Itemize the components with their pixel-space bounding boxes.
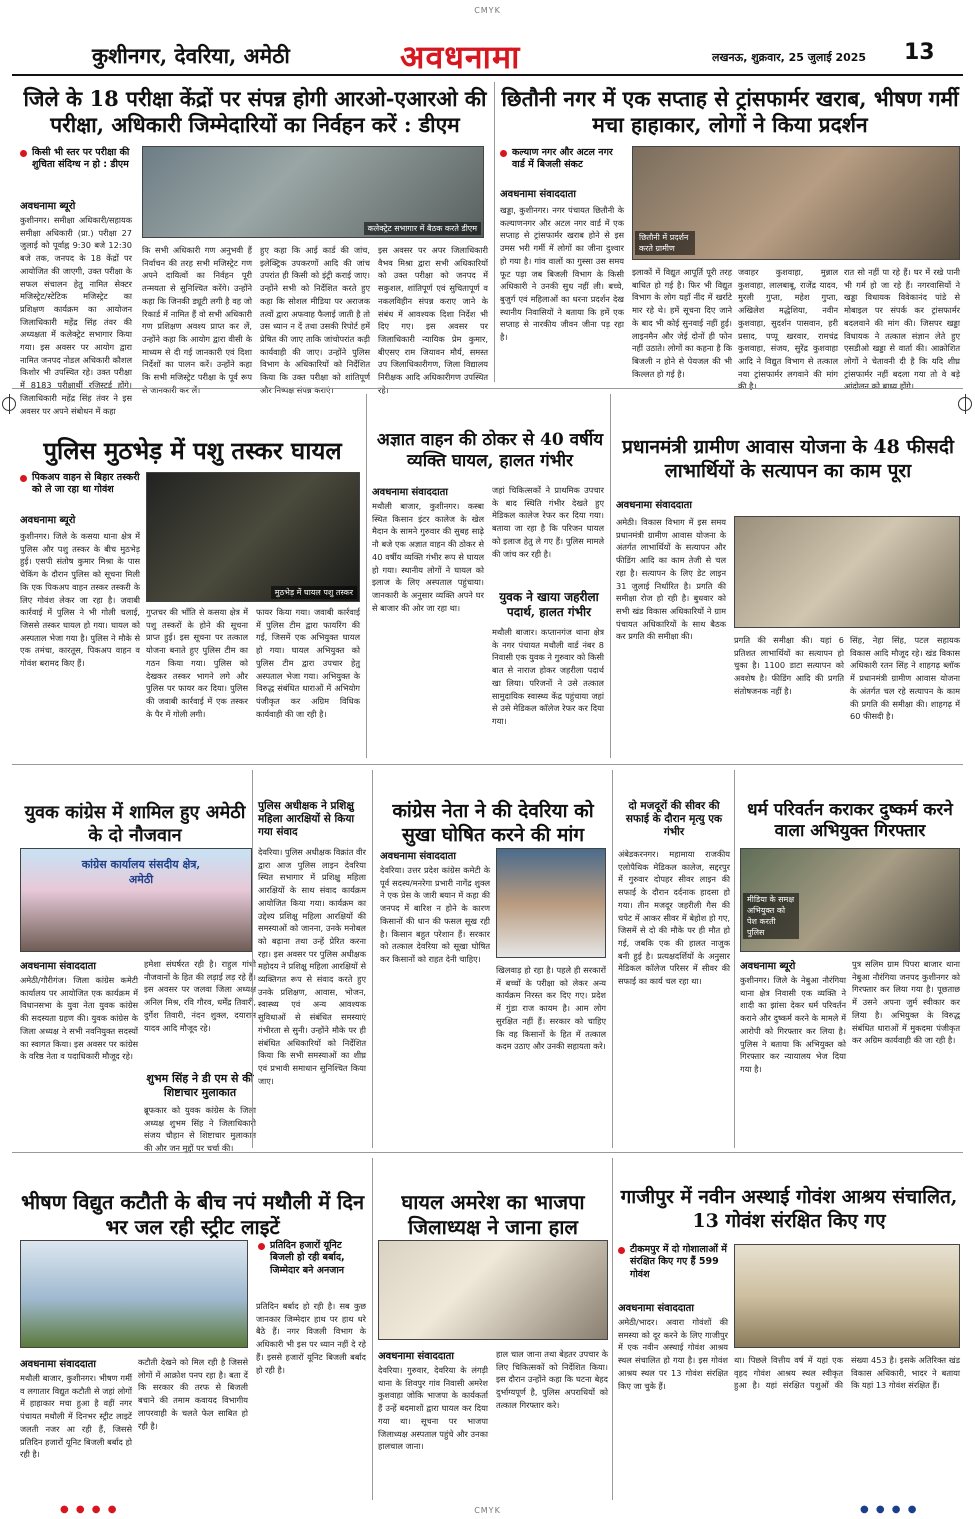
subhead-power-waste: प्रतिदिन हजारों यूनिट बिजली हो रही बर्बाद, जिम्मेदार बने अनजान bbox=[258, 1240, 368, 1277]
row-rule bbox=[12, 764, 963, 765]
column-rule bbox=[252, 770, 253, 1148]
byline: अवधनामा संवाददाता bbox=[20, 1359, 96, 1370]
review-meeting-photo bbox=[734, 516, 960, 628]
subhead-cow-count: टीकमपुर में दो गोशालाओं में संरक्षित किए गए हैं 599 गोवंश bbox=[618, 1244, 728, 1281]
byline: अवधनामा ब्यूरो bbox=[20, 515, 76, 526]
column-rule bbox=[612, 770, 613, 1148]
story-body: कि सभी अधिकारी गण अनुभवी हैं निर्वाचन की तरह सभी मजिस्ट्रेट गण अपने दायित्वों का निर्वहन पूरी तन्मयता से सुनिश्चित करेंगे। उन्होंने कहा कि जिनकी ड्यूटी लगी है वह जो रिकार्ड में नामित हैं वो सभी अधिकारी गण प्रशिक्षण अवश्य प्राप्त कर लें, उन्होंने कहा कि आयोग द्वारा वीसी के माध्यम से दी गई जानकारी एवं दिशा निर्देशों का पालन करें। उन्होंने कहा कि सभी मजिस्ट्रेट परीक्षा के पूर्व रूप से जानकारी कर लें। bbox=[142, 245, 252, 395]
story-body: कुशीनगर। जिले के नेबुआ नौरंगिया थाना क्षेत्र निवासी एक व्यक्ति ने शादी का झांसा देकर धर्म परिवर्तन कराने और दुष्कर्म करने के मामले में आरोपी को गिरफ्तार कर लिया है। पुलिस ने बताया कि अभियुक्त को गिरफ्तार कर न्यायालय भेज दिया गया है। bbox=[740, 975, 846, 1074]
protest-photo bbox=[632, 146, 960, 260]
row-rule bbox=[12, 388, 963, 389]
registration-mark bbox=[2, 397, 16, 411]
column-rule bbox=[372, 1158, 373, 1500]
headline-streetlights: भीषण विद्युत कटौती के बीच नपं मथौली में दिन भर जल रही स्ट्रीट लाइटें bbox=[20, 1190, 365, 1239]
story-body: ब्रूफकार को युवक कांग्रेस के जिला अध्यक्ष शुभम सिंह ने जिलाधिकारी संजय चौहान से शिष्टाचार मुलाकात की और जन मुद्दों पर चर्चा की। bbox=[144, 1105, 256, 1154]
story-body: हुए कहा कि आई कार्ड की जांच, इलेक्ट्रिक उपकरणों आदि की जांच उपरांत ही किसी को इंट्री कराई जाए। उन्होंने सभी को निर्देशित करते हुए कहा कि सोशल मीडिया पर अराजक तत्वों द्वारा अफवाह फैलाई जाती है तो उस ध्यान न दें तथा उसकी रिपोर्ट हमें प्रेषित की जाए ताकि जांचोपरांत कड़ी कार्यवाही की जाए। उन्होंने पुलिस विभाग के अधिकारियों को निर्देशित किया कि उक्त परीक्षा को शांतिपूर्ण और निष्पक्ष संपन्न कराएं। bbox=[260, 245, 370, 395]
story-body: खड्डा, कुशीनगर। नगर पंचायत छितौनी के कल्याणनगर और अटल नगर वार्ड में एक सप्ताह से ट्रांसफार्मर खराब होने से इस उमस भरी गर्मी में लोगों का जीना दुश्वार हो गया है। गांव वालों का गुस्सा उस समय फूट पड़ा जब बिजली विभाग के किसी अधिकारी ने उनकी सुध नहीं ली। बच्चे, बुजुर्ग एवं महिलाओं का धरना प्रदर्शन देख स्थानीय निवासियों ने बताया कि हमें एक सप्ताह से नारकीय जीवन जीना पड़ रहा है। bbox=[500, 205, 624, 343]
story-body: पुत्र सलिम ग्राम पिपरा बाजार थाना नेबुआ नौरंगिया जनपद कुशीनगर को गिरफ्तार कर लिया गया है। पूछताछ में उसने अपना जुर्म स्वीकार कर लिया है। अभियुक्त के विरुद्ध संबंधित धाराओं में मुकदमा पंजीकृत कर अग्रिम कार्यवाही की जा रही है। bbox=[852, 959, 960, 1046]
story-body: प्रगति की समीक्षा की। यहां 6 प्रतिशत लाभार्थियों का सत्यापन हो चुका है। 1100 डाटा सत्यापन को अवशेष है। फीडिंग आदि की प्रगति संतोषजनक नहीं है। bbox=[734, 635, 844, 696]
story-body: कुशीनगर। समीक्षा अधिकारी/सहायक समीक्षा अधिकारी (प्रा.) परीक्षा 27 जुलाई को पूर्वाह्न 9:30 बजे 12:30 बजे तक, जनपद के 18 केंद्रों पर आयोजित की जाएगी, उक्त परीक्षा के सफल संचालन हेतु नामित सेक्टर मजिस्ट्रेट/स्टेटिक मजिस्ट्रेट का प्रशिक्षण कार्यक्रम का आयोजन जिलाधिकारी महेंद्र सिंह तंवर की अध्यक्षता में कलेक्ट्रेट सभागार किया गया। इस अवसर पर आयोग द्वारा नामित जनपद नोडल अधिकारी कौशल किशोर भी उपस्थित रहे। उक्त परीक्षा में 8183 परीक्षार्थी रजिस्टर्ड होंगे। जिलाधिकारी महेंद्र सिंह तंवर ने इस अवसर पर अपने संबोधन में कहा bbox=[20, 215, 132, 416]
cow-shelter-photo bbox=[734, 1244, 960, 1348]
byline: अवधनामा संवाददाता bbox=[20, 961, 96, 972]
headline-sewer-deaths: दो मजदूरों की सीवर की सफाई के दौरान मृत्यु एक गंभीर bbox=[625, 800, 723, 839]
byline: अवधनामा संवाददाता bbox=[500, 189, 576, 200]
subhead-dm-meeting: शुभम सिंह ने डी एम से की शिष्टाचार मुलाकात bbox=[146, 1072, 254, 1099]
newspaper-logo: अवधनामा bbox=[400, 38, 521, 76]
story-body: अमेठी। विकास विभाग में इस समय प्रधानमंत्री ग्रामीण आवास योजना के अंतर्गत लाभार्थियों के सत्यापन और फीडिंग आदि का काम तेजी से चल रहा है। सत्यापन के लिए डेट लाइन 31 जुलाई निर्धारित है। प्रगति की समीक्षा रोज हो रही है। बुधवार को सभी खंड विकास अधिकारियों ने ग्राम पंचायत अधिकारियों के साथ बैठक कर प्रगति की समीक्षा की। bbox=[616, 517, 726, 642]
story-body: हमेशा संघर्षरत रही है। राहुल गांधी नौजवानों के हित की लड़ाई लड़ रहे हैं। इस अवसर पर जलवा जिला अध्यक्ष अनिल मिश्र, रवि गौरव, धर्मेंद्र तिवारी, दुर्गेश तिवारी, नंदन शुक्ल, दयाराम यादव आदि मौजूद रहे। bbox=[144, 959, 256, 1033]
section-title: कुशीनगर, देवरिया, अमेठी bbox=[92, 43, 290, 68]
color-bar: ● ● ● ● bbox=[60, 1504, 119, 1515]
page-number: 13 bbox=[904, 40, 935, 65]
headline-road-accident: अज्ञात वाहन की ठोकर से 40 वर्षीय व्यक्ति घायल, हालत गंभीर bbox=[376, 430, 604, 472]
story-body: देवरिया। गुरुवार, देवरिया के लंगड़ी थाना के शिवपुर गांव निवासी अमरेश कुशवाहा जोकि भाजपा के कार्यकर्ता हैं उन्हें बदमाशों द्वारा घायल कर दिया गया था। सूचना पर भाजपा जिलाध्यक्ष अस्पताल पहुंचे और उनका हालचाल जाना। bbox=[378, 1365, 488, 1452]
byline: अवधनामा संवाददाता bbox=[372, 487, 448, 498]
hospital-visit-photo bbox=[378, 1240, 608, 1340]
story-body: इस अवसर पर अपर जिलाधिकारी वैभव मिश्रा द्वारा सभी अधिकारियों को उक्त परीक्षा को जनपद में सकुशल, शांतिपूर्ण एवं सुचितापूर्ण व नकलविहीन संपन्न कराए जाने के संबंध में आवश्यक दिशा निर्देश भी दिए गए। इस अवसर पर जिलाधिकारी न्यायिक प्रेम कुमार, बीएसए राम जियावन मौर्य, समस्त उप जिलाधिकारीगण, जिला विद्यालय निरीक्षक आदि अधिकारीगण उपस्थित रहे। bbox=[378, 245, 488, 395]
subhead-exam-integrity: किसी भी स्तर पर परीक्षा की शुचिता संदिग्ध न हो : डीएम bbox=[20, 147, 130, 172]
story-body: रात सो नहीं पा रहे हैं। घर में रखे पानी भी गर्म हो जा रहे हैं। नगरवासियों ने खड्डा विधायक विवेकानंद पांडे से मोबाइल पर संपर्क कर ट्रांसफार्मर बदलवाने की मांग की। जिसपर खड्डा विधायक ने तत्काल संज्ञान लेते हुए एसडीओ खड्डा से वार्ता की। आक्रोशित लोगों ने चेतावनी दी है कि यदि शीघ्र ट्रांसफार्मर नहीं बदला गया तो वे बड़े आंदोलन को बाध्य होंगे। bbox=[844, 267, 960, 392]
byline: अवधनामा संवाददाता bbox=[380, 851, 456, 862]
story-body: गुप्तचर की भाँति से कसया क्षेत्र में पशु तस्करों के होने की सूचना प्राप्त हुई। इस सूचना पर तत्काल योजना बनाते हुए पुलिस टीम का गठन किया गया। पुलिस को देखकर तस्कर भागने लगे और पुलिस पर फायर कर दिया। पुलिस की जवाबी कार्रवाई में एक तस्कर के पैर में गोली लगी। bbox=[146, 607, 248, 719]
headline-conversion-arrest: धर्म परिवर्तन कराकर दुष्कर्म करने वाला अभियुक्त गिरफ्तार bbox=[747, 800, 953, 842]
column-rule bbox=[612, 1158, 613, 1500]
story-body: अमेठी/गौरीगंज। जिला कांग्रेस कमेटी कार्यालय पर आयोजित एक कार्यक्रम में विधानसभा के युवा नेता युवक कांग्रेस की सदस्यता ग्रहण की। युवक कांग्रेस के जिला अध्यक्ष ने सभी नवनियुक्त सदस्यों का स्वागत किया। इस अवसर पर कांग्रेस के वरिष्ठ नेता व पदाधिकारी मौजूद रहे। bbox=[20, 975, 138, 1062]
story-body: सिंह, नेहा सिंह, पटल सहायक विकास आदि मौजूद रहे। खंड विकास अधिकारी रतन सिंह ने शाहगढ़ ब्लॉक में प्रधानमंत्री ग्रामीण आवास योजना के अंतर्गत चल रहे सत्यापन के काम की प्रगति की समीक्षा की। शाहगढ़ में 60 फीसदी है। bbox=[850, 635, 960, 722]
headline-bjp-visit: घायल अमरेश का भाजपा जिलाध्यक्ष ने जाना हाल bbox=[401, 1190, 585, 1239]
photo-caption: मीडिया के समक्ष अभियुक्त को पेश करती पुलिस bbox=[743, 893, 799, 939]
story-body: कटौती देखने को मिल रही है जिससे लोगों में आक्रोश पनप रहा है। बता दें कि सरकार की तरफ से बिजली बचाने की तमाम कवायद विभागीय लापरवाही के चलते फेल साबित हो रही है। bbox=[138, 1357, 248, 1431]
arrest-photo bbox=[740, 848, 960, 952]
headline-exam-centers: जिले के 18 परीक्षा केंद्रों पर संपन्न होगी आरओ-एआरओ की परीक्षा, अधिकारी जिम्मेदारियों का निर्वहन करें : डीएम bbox=[23, 86, 487, 138]
story-body: इलाकों में विद्युत आपूर्ति पूरी तरह बाधित हो गई है। फिर भी विद्युत विभाग के लोग यहाँ नींद में खर्राटे मार रहे थे। हमें सूचना दिए जाने के बाद भी कोई सुनवाई नहीं हुई। लाइनमैन और जेई दोनों ही फोन नहीं उठाते। लोगों का कहना है कि बिजली न होने से पेयजल की भी किल्लत हो गई है। bbox=[632, 267, 732, 379]
headline-youth-congress: युवक कांग्रेस में शामिल हुए अमेठी के दो नौजवान bbox=[24, 802, 246, 846]
column-rule bbox=[610, 394, 611, 758]
story-body: फायर किया गया। जवाबी कार्रवाई में पुलिस टीम द्वारा फायरिंग की गई, जिसमें एक अभियुक्त घायल हो गया। घायल अभियुक्त को पुलिस टीम द्वारा उपचार हेतु अस्पताल भेजा गया। अभियुक्त के विरुद्ध संबंधित धाराओं में अभियोग पंजीकृत कर अग्रिम विधिक कार्यवाही की जा रही है। bbox=[256, 607, 360, 719]
column-rule bbox=[372, 770, 373, 1148]
color-bar: ● ● ● ● bbox=[860, 1504, 919, 1515]
byline: अवधनामा संवाददाता bbox=[378, 1351, 454, 1362]
streetlight-photo bbox=[20, 1240, 248, 1348]
byline: अवधनामा संवाददाता bbox=[616, 500, 692, 511]
byline: अवधनामा संवाददाता bbox=[618, 1303, 694, 1314]
headline-drought-demand: कांग्रेस नेता ने की देवरिया को सुखा घोषित करने की मांग bbox=[392, 800, 594, 846]
portrait-photo bbox=[496, 848, 606, 958]
story-body: अमेठी/भादर। अवारा गोवंशों की समस्या को दूर करने के लिए गाजीपुर में एक नवीन अस्थाई गोवंश आश्रय स्थल संचालित हो गया है। इस गोवंश आश्रय स्थल पर 13 गोवंश संरक्षित किए जा चुके हैं। bbox=[618, 1317, 728, 1391]
story-body: मथौली बाजार, कुशीनगर। कस्बा स्थित किसान इंटर कालेज के खेल मैदान के सामने गुरुवार की सुबह साढ़े नौ बजे एक अज्ञात वाहन की ठोकर से 40 वर्षीय व्यक्ति गंभीर रूप से घायल हो गया। स्थानीय लोगों ने घायल को इलाज के लिए अस्पताल पहुंचाया। जानकारी के अनुसार व्यक्ति अपने घर से बाजार की ओर जा रहा था। bbox=[372, 501, 484, 613]
story-body: देवरिया। उत्तर प्रदेश कांग्रेस कमेटी के पूर्व सदस्य/मनरेगा प्रभारी नागेंद्र शुक्ल ने एक प्रेस के जारी बयान में कहा की जनपद में बारिश न होने के कारण किसानों की धान की फसल सूख रही है। किसान बहुत परेशान हैं। सरकार को तत्काल देवरिया को सूखा घोषित कर किसानों को राहत देनी चाहिए। bbox=[380, 865, 490, 964]
byline: अवधनामा ब्यूरो bbox=[740, 961, 796, 972]
meeting-photo bbox=[142, 146, 484, 238]
column-rule bbox=[366, 394, 367, 758]
print-registration-label: CMYK bbox=[474, 6, 501, 15]
story-body: मथौली बाजार। कप्तानगंज थाना क्षेत्र के नगर पंचायत मथौली वार्ड नंबर 8 निवासी एक युवक ने गुरुवार को किसी बात से नाराज होकर जहरीला पदार्थ खा लिया। परिजनों ने उसे तत्काल सामुदायिक स्वास्थ्य केंद्र पहुंचाया जहां से उसे मेडिकल कॉलेज रेफर कर दिया गया। bbox=[492, 627, 604, 726]
photo-caption: कलेक्ट्रेट सभागार में बैठक करते डीएम bbox=[364, 222, 481, 235]
headline-police-encounter: पुलिस मुठभेड़ में पशु तस्कर घायल bbox=[43, 436, 342, 465]
police-photo bbox=[146, 472, 360, 602]
subhead-poison: युवक ने खाया जहरीला पदार्थ, हालत गंभीर bbox=[499, 590, 599, 619]
masthead bbox=[12, 38, 963, 76]
photo-caption: मुठभेड़ में घायल पशु तस्कर bbox=[271, 586, 357, 599]
story-body: अंबेडकरनगर। महामाया राजकीय एलोपैथिक मेडिकल कालेज, सद्दरपुर में गुरुवार दोपहर सीवर लाइन की सफाई के दौरान दर्दनाक हादसा हो गया। तीन मजदूर जहरीली गैस की चपेट में आकर सीवर में बेहोश हो गए, जिसमें से दो की मौके पर ही मौत हो गई, जबकि एक की हालत नाजुक बनी हुई है। प्रत्यक्षदर्शियों के अनुसार मेडिकल कॉलेज परिसर में सीवर की सफाई का कार्य चल रहा था। bbox=[618, 849, 730, 987]
story-body: जवाहर कुशवाहा, मुन्नाल कुशवाहा, लालबाबू, राजेंद्र यादव, मुरली गुप्ता, महेश गुप्ता, अखिलेश मद्धेशिया, नवीन कुशवाहा, सुदर्शन पासवान, हरी प्रसाद, पप्पू खरवार, रामचंद्र कुशवाहा, संजय, सुरेंद्र कुशवाहा आदि ने विद्युत विभाग से तत्काल नया ट्रांसफार्मर लगवाने की मांग की है। bbox=[738, 267, 838, 392]
column-rule bbox=[494, 82, 495, 382]
masthead-rule bbox=[12, 74, 963, 76]
story-body: जहां चिकित्सकों ने प्राथमिक उपचार के बाद स्थिति गंभीर देखते हुए मेडिकल कालेज रेफर कर दिया गया। बताया जा रहा है कि परिजन घायल को इलाज हेतु ले गए हैं। पुलिस मामले की जांच कर रही है। bbox=[492, 485, 604, 559]
registration-mark bbox=[958, 397, 972, 411]
print-registration-label: CMYK bbox=[474, 1506, 501, 1515]
story-body: खिलवाड़ हो रहा है। पहले ही सरकारों में बच्चों के परीक्षा को लेकर अन्य कार्यक्रम निरस्त कर दिए गए। प्रदेश में गुंडा राज कायम है। आम लोग सुरक्षित नहीं हैं। सरकार को चाहिए कि वह किसानों के हित में तत्काल कदम उठाए और उनकी सहायता करे। bbox=[496, 965, 606, 1052]
banner-text: कांग्रेस कार्यालय संसदीय क्षेत्र, अमेठी bbox=[81, 858, 201, 886]
congress-office-photo bbox=[20, 848, 252, 952]
byline: अवधनामा ब्यूरो bbox=[20, 201, 76, 212]
headline-transformer: छितौनी नगर में एक सप्ताह से ट्रांसफार्मर खराब, भीषण गर्मी मचा हाहाकार, लोगों ने किया प्रदर्शन bbox=[501, 86, 959, 138]
story-body: मथौली बाजार, कुशीनगर। भीषण गर्मी व लगातार विद्युत कटौती से जहां लोगों में हाहाकार मचा हुआ है वहीं नगर पंचायत मथौली में दिनभर स्ट्रीट लाइटें जलती नजर आ रही हैं, जिससे प्रतिदिन हजारों यूनिट बिजली बर्बाद हो रही है। bbox=[20, 1373, 132, 1460]
subhead-cattle-smuggling: पिकअप वाहन से बिहार तस्करी को ले जा रहा था गोवंश bbox=[20, 472, 148, 497]
column-rule bbox=[734, 770, 735, 1148]
row-rule bbox=[12, 1152, 963, 1153]
story-body: प्रतिदिन बर्बाद हो रही है। सब कुछ जानकार जिम्मेदार हाथ पर हाथ धरे बैठे हैं। नगर विजली विभाग के अधिकारी भी इस पर ध्यान नहीं दे रहे हैं। इससे हजारों यूनिट बिजली बर्बाद हो रही है। bbox=[256, 1301, 366, 1375]
issue-date: लखनऊ, शुक्रवार, 25 जुलाई 2025 bbox=[712, 51, 867, 64]
photo-caption: छितौनी में प्रदर्शन करते ग्रामीण bbox=[635, 231, 695, 255]
subhead-power-crisis: कल्याण नगर और अटल नगर वार्ड में बिजली संकट bbox=[500, 147, 622, 172]
headline-awas-yojana: प्रधानमंत्री ग्रामीण आवास योजना के 48 फीसदी लाभार्थियों के सत्यापन का काम पूरा bbox=[622, 436, 954, 482]
story-body: देवरिया। पुलिस अधीक्षक विक्रांत वीर द्वारा आज पुलिस लाइन देवरिया स्थित सभागार में प्रशिक्षु महिला आरक्षियों के साथ संवाद कार्यक्रम आयोजित किया गया। कार्यक्रम का उद्देश्य प्रशिक्षु महिला आरक्षियों की समस्याओं को जानना, उनके मनोबल को बढ़ाना तथा उन्हें प्रेरित करना रहा। इस अवसर पर पुलिस अधीक्षक महोदय ने प्रशिक्षु महिला आरक्षियों से व्यक्तिगत रूप से संवाद करते हुए उनके प्रशिक्षण, आवास, भोजन, स्वास्थ्य एवं अन्य आवश्यक सुविधाओं से संबंधित समस्याएं गंभीरता से सुनी। उन्होंने मौके पर ही संबंधित अधिकारियों को निर्देशित किया कि सभी समस्याओं का शीघ्र एवं प्रभावी समाधान सुनिश्चित किया जाए। bbox=[258, 847, 366, 1086]
story-body: था। पिछले वित्तीय वर्ष में यहां एक वृहद गोवंश आश्रय स्थल स्वीकृत हुआ है। यहां संरक्षित पशुओं की संख्या 453 है। इसके अतिरिक्त खंड विकास अधिकारी, भादर ने बताया कि यहां 13 गोवंश संरक्षित हैं। bbox=[734, 1355, 960, 1391]
story-body: हाल चाल जाना तथा बेहतर उपचार के लिए चिकित्सकों को निर्देशित किया। इस दौरान उन्होंने कहा कि घटना बेहद दुर्भाग्यपूर्ण है, पुलिस अपराधियों को तत्काल गिरफ्तार करे। bbox=[496, 1349, 608, 1410]
story-body: कुशीनगर। जिले के कसया थाना क्षेत्र में पुलिस और पशु तस्कर के बीच मुठभेड़ हुई। एसपी संतोष कुमार मिश्रा के पास चेकिंग के दौरान पुलिस को सूचना मिली कि एक पिकअप वाहन तस्कर तस्करी के लिए गोवंश लेकर जा रहा है। जवाबी कार्रवाई में पुलिस ने भी गोली चलाई, जिससे तस्कर घायल हो गया। घायल को अस्पताल भेजा गया है। पुलिस ने मौके से एक तमंचा, कारतूस, पिकअप वाहन व गोवंश बरामद किए हैं। bbox=[20, 531, 140, 669]
headline-sp-dialogue: पुलिस अधीक्षक ने प्रशिक्षु महिला आरक्षियों से किया गया संवाद bbox=[258, 800, 355, 839]
headline-cow-shelter: गाजीपुर में नवीन अस्थाई गोवंश आश्रय संचालित, 13 गोवंश संरक्षित किए गए bbox=[620, 1186, 958, 1232]
